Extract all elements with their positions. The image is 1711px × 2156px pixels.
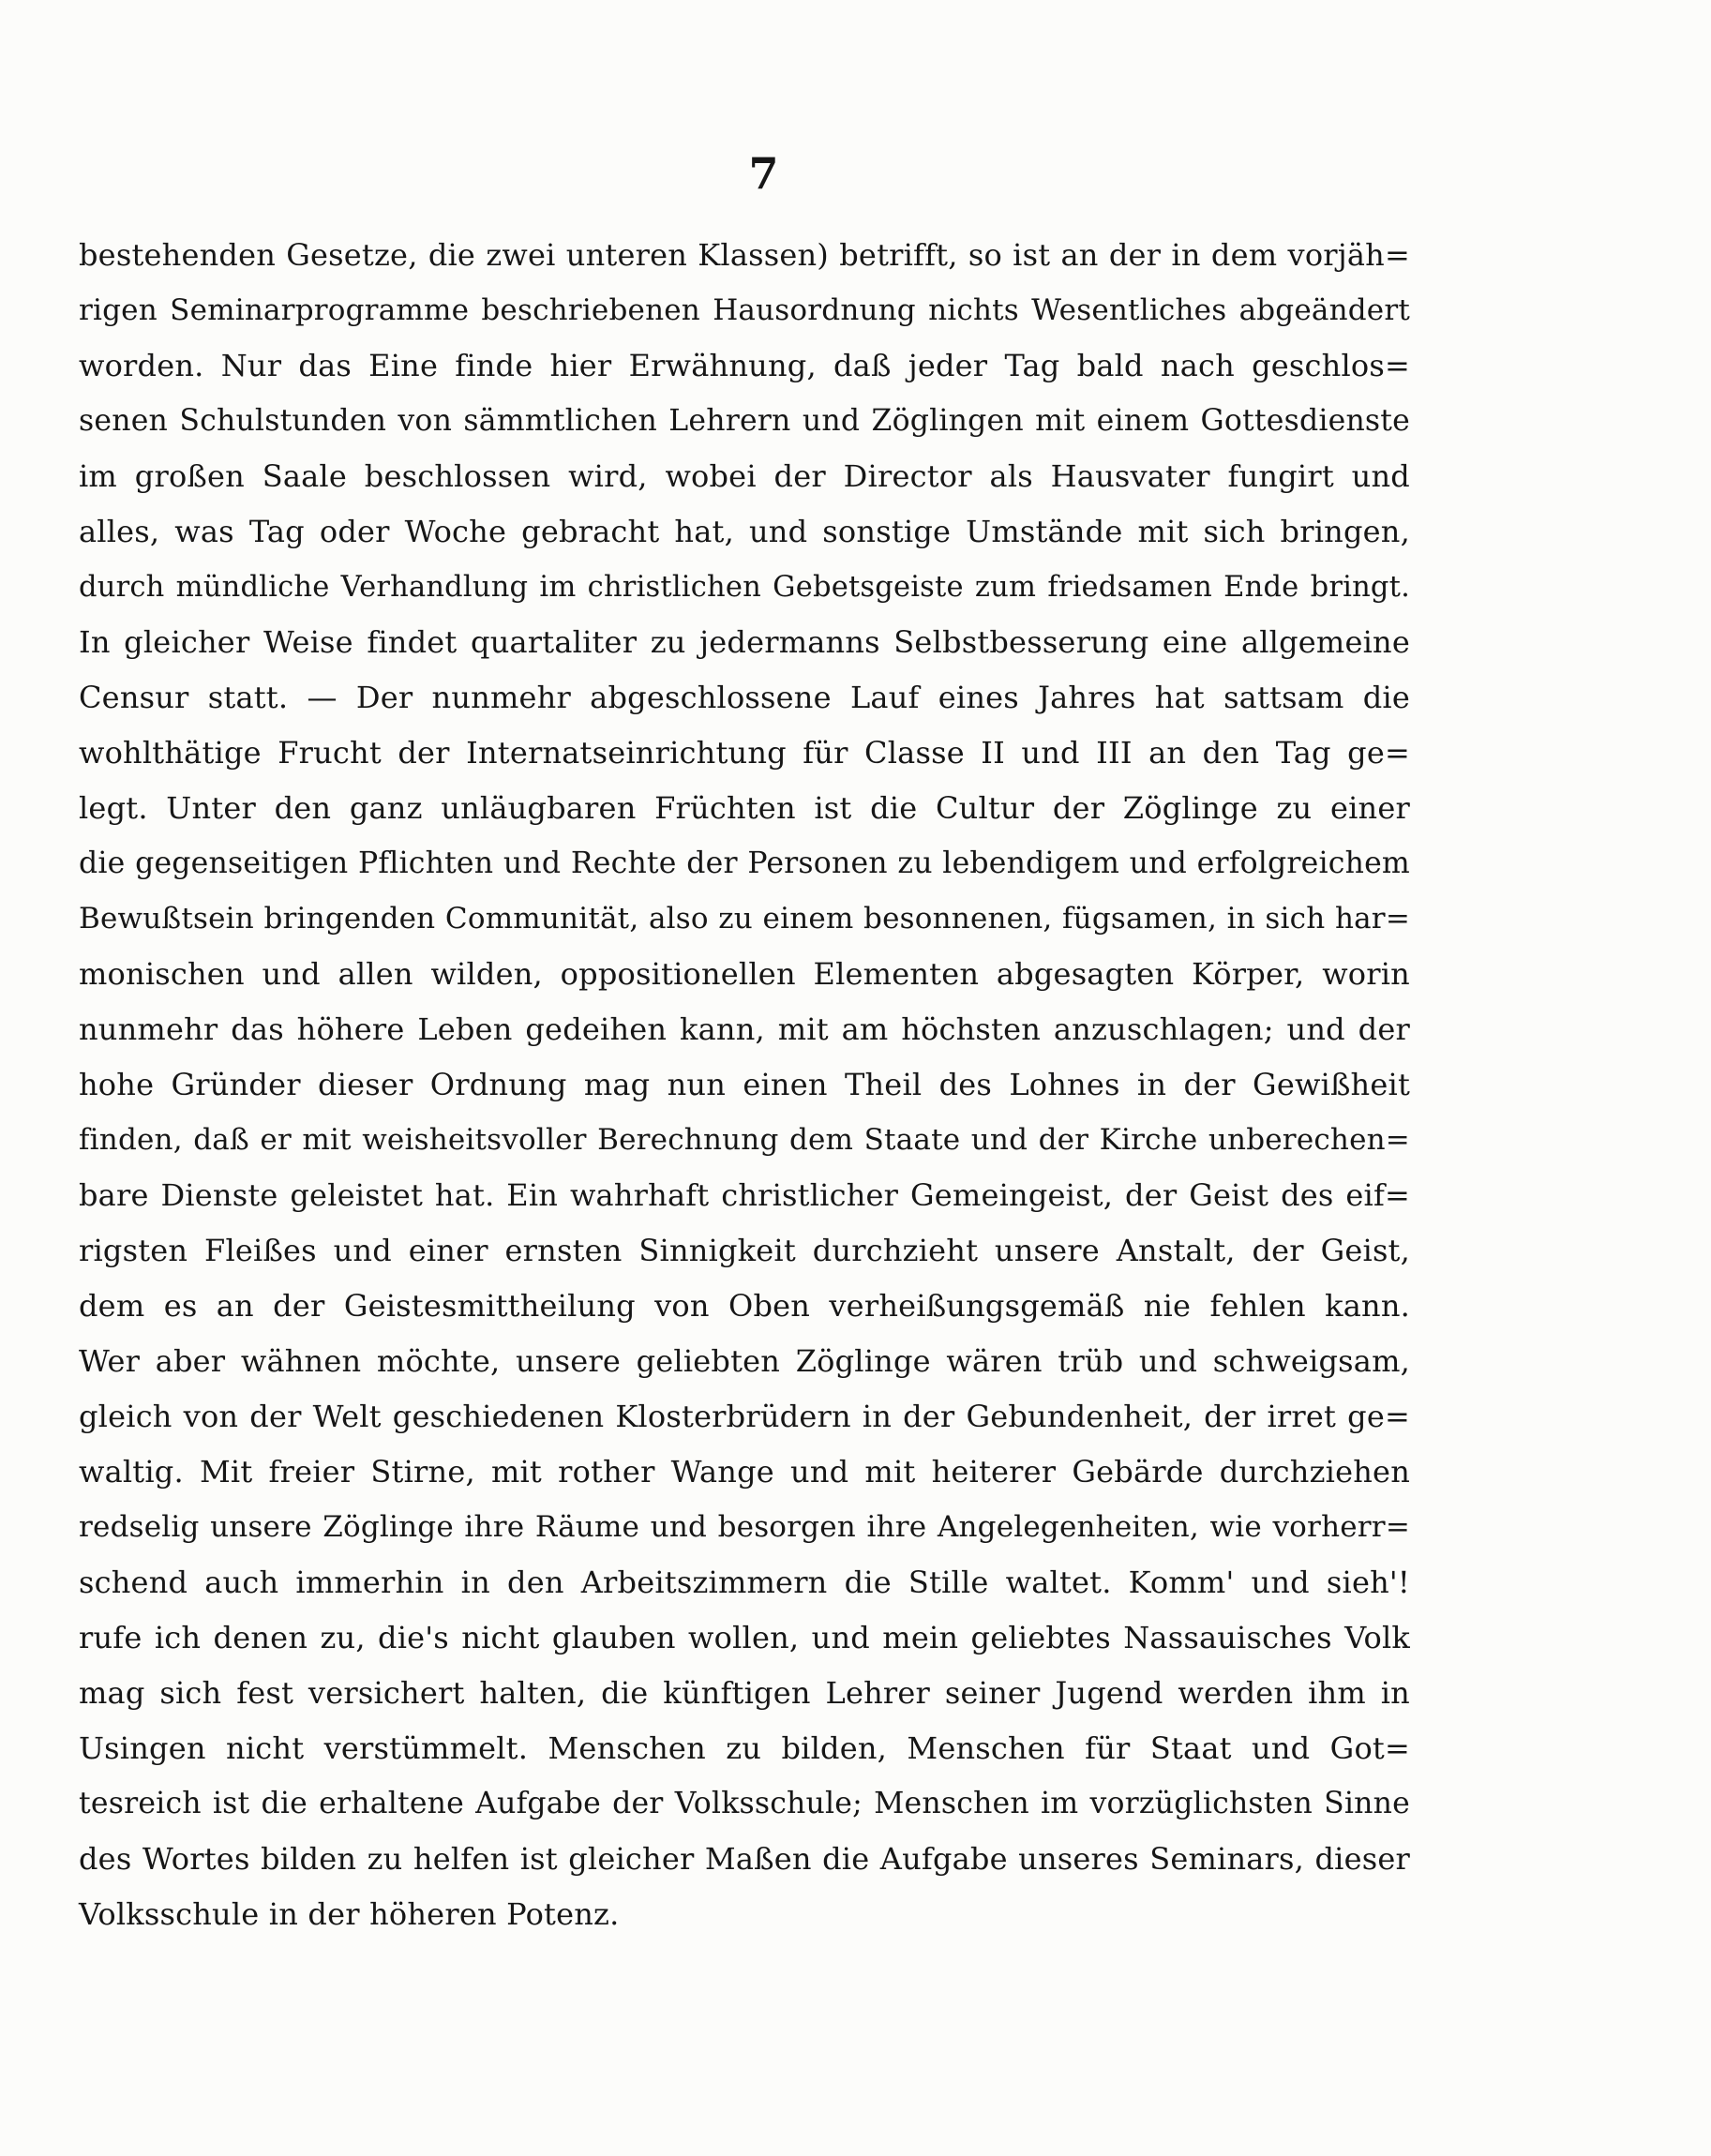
text-line: schend auch immerhin in den Arbeitszimmern die Stille waltet. Komm' und sieh'! <box>79 1565 1410 1600</box>
text-line: hohe Gründer dieser Ordnung mag nun einen Theil des Lohnes in der Gewißheit <box>79 1067 1410 1102</box>
text-line: gleich von der Welt geschiedenen Klosterbrüdern in der Gebundenheit, der irret ge= <box>79 1399 1410 1434</box>
text-line: wohlthätige Frucht der Internatseinrichtung für Classe II und III an den Tag ge= <box>79 735 1410 771</box>
page-number: 7 <box>748 148 780 199</box>
text-line: durch mündliche Verhandlung im christlichen Gebetsgeiste zum friedsamen Ende bringt. <box>79 571 1410 604</box>
text-line: rigsten Fleißes und einer ernsten Sinnigkeit durchzieht unsere Anstalt, der Geist, <box>79 1233 1410 1268</box>
text-line: tesreich ist die erhaltene Aufgabe der Volksschule; Menschen im vorzüglichsten Sinne <box>79 1787 1410 1820</box>
text-line: monischen und allen wilden, oppositionellen Elementen abgesagten Körper, worin <box>79 956 1410 992</box>
text-line: bare Dienste geleistet hat. Ein wahrhaft christlicher Gemeingeist, der Geist des eif= <box>79 1177 1410 1213</box>
text-line: Wer aber wähnen möchte, unsere geliebten Zöglinge wären trüb und schweigsam, <box>79 1343 1410 1379</box>
text-line: Censur statt. — Der nunmehr abgeschlossene Lauf eines Jahres hat sattsam die <box>79 680 1410 715</box>
text-line: legt. Unter den ganz unläugbaren Früchten ist die Cultur der Zöglinge zu einer <box>79 790 1410 826</box>
text-line: In gleicher Weise findet quartaliter zu jedermanns Selbstbesserung eine allgemeine <box>79 624 1410 660</box>
text-line: finden, daß er mit weisheitsvoller Berechnung dem Staate und der Kirche unberechen= <box>79 1123 1410 1157</box>
text-line: Volksschule in der höheren Potenz. <box>79 1896 620 1932</box>
text-line: rigen Seminarprogramme beschriebenen Hausordnung nichts Wesentliches abgeändert <box>79 293 1410 327</box>
text-line: mag sich fest versichert halten, die künftigen Lehrer seiner Jugend werden ihm in <box>79 1675 1410 1711</box>
text-line: senen Schulstunden von sämmtlichen Lehrern und Zöglingen mit einem Gottesdienste <box>79 404 1410 438</box>
text-line: die gegenseitigen Pflichten und Rechte der Personen zu lebendigem und erfolgreichem <box>79 846 1410 880</box>
text-line: nunmehr das höhere Leben gedeihen kann, mit am höchsten anzuschlagen; und der <box>79 1011 1410 1047</box>
text-line: alles, was Tag oder Woche gebracht hat, und sonstige Umstände mit sich bringen, <box>79 514 1410 549</box>
text-line: Usingen nicht verstümmelt. Menschen zu bilden, Menschen für Staat und Got= <box>79 1730 1410 1766</box>
text-line: redselig unsere Zöglinge ihre Räume und besorgen ihre Angelegenheiten, wie vorherr= <box>79 1510 1410 1544</box>
text-line: im großen Saale beschlossen wird, wobei der Director als Hausvater fungirt und <box>79 458 1410 494</box>
text-line: des Wortes bilden zu helfen ist gleicher Maßen die Aufgabe unseres Seminars, dieser <box>79 1841 1410 1877</box>
text-line: dem es an der Geistesmittheilung von Oben verheißungsgemäß nie fehlen kann. <box>79 1288 1410 1324</box>
text-line: rufe ich denen zu, die's nicht glauben wollen, und mein geliebtes Nassauisches Volk <box>79 1620 1410 1655</box>
text-line: waltig. Mit freier Stirne, mit rother Wange und mit heiterer Gebärde durchziehen <box>79 1454 1410 1490</box>
text-line: bestehenden Gesetze, die zwei unteren Klassen) betrifft, so ist an der in dem vorjäh= <box>79 237 1410 273</box>
text-line: worden. Nur das Eine finde hier Erwähnung, daß jeder Tag bald nach geschlos= <box>79 348 1410 383</box>
text-line: Bewußtsein bringenden Communität, also zu einem besonnenen, fügsamen, in sich har= <box>79 902 1410 936</box>
body-text <box>79 228 1410 1942</box>
